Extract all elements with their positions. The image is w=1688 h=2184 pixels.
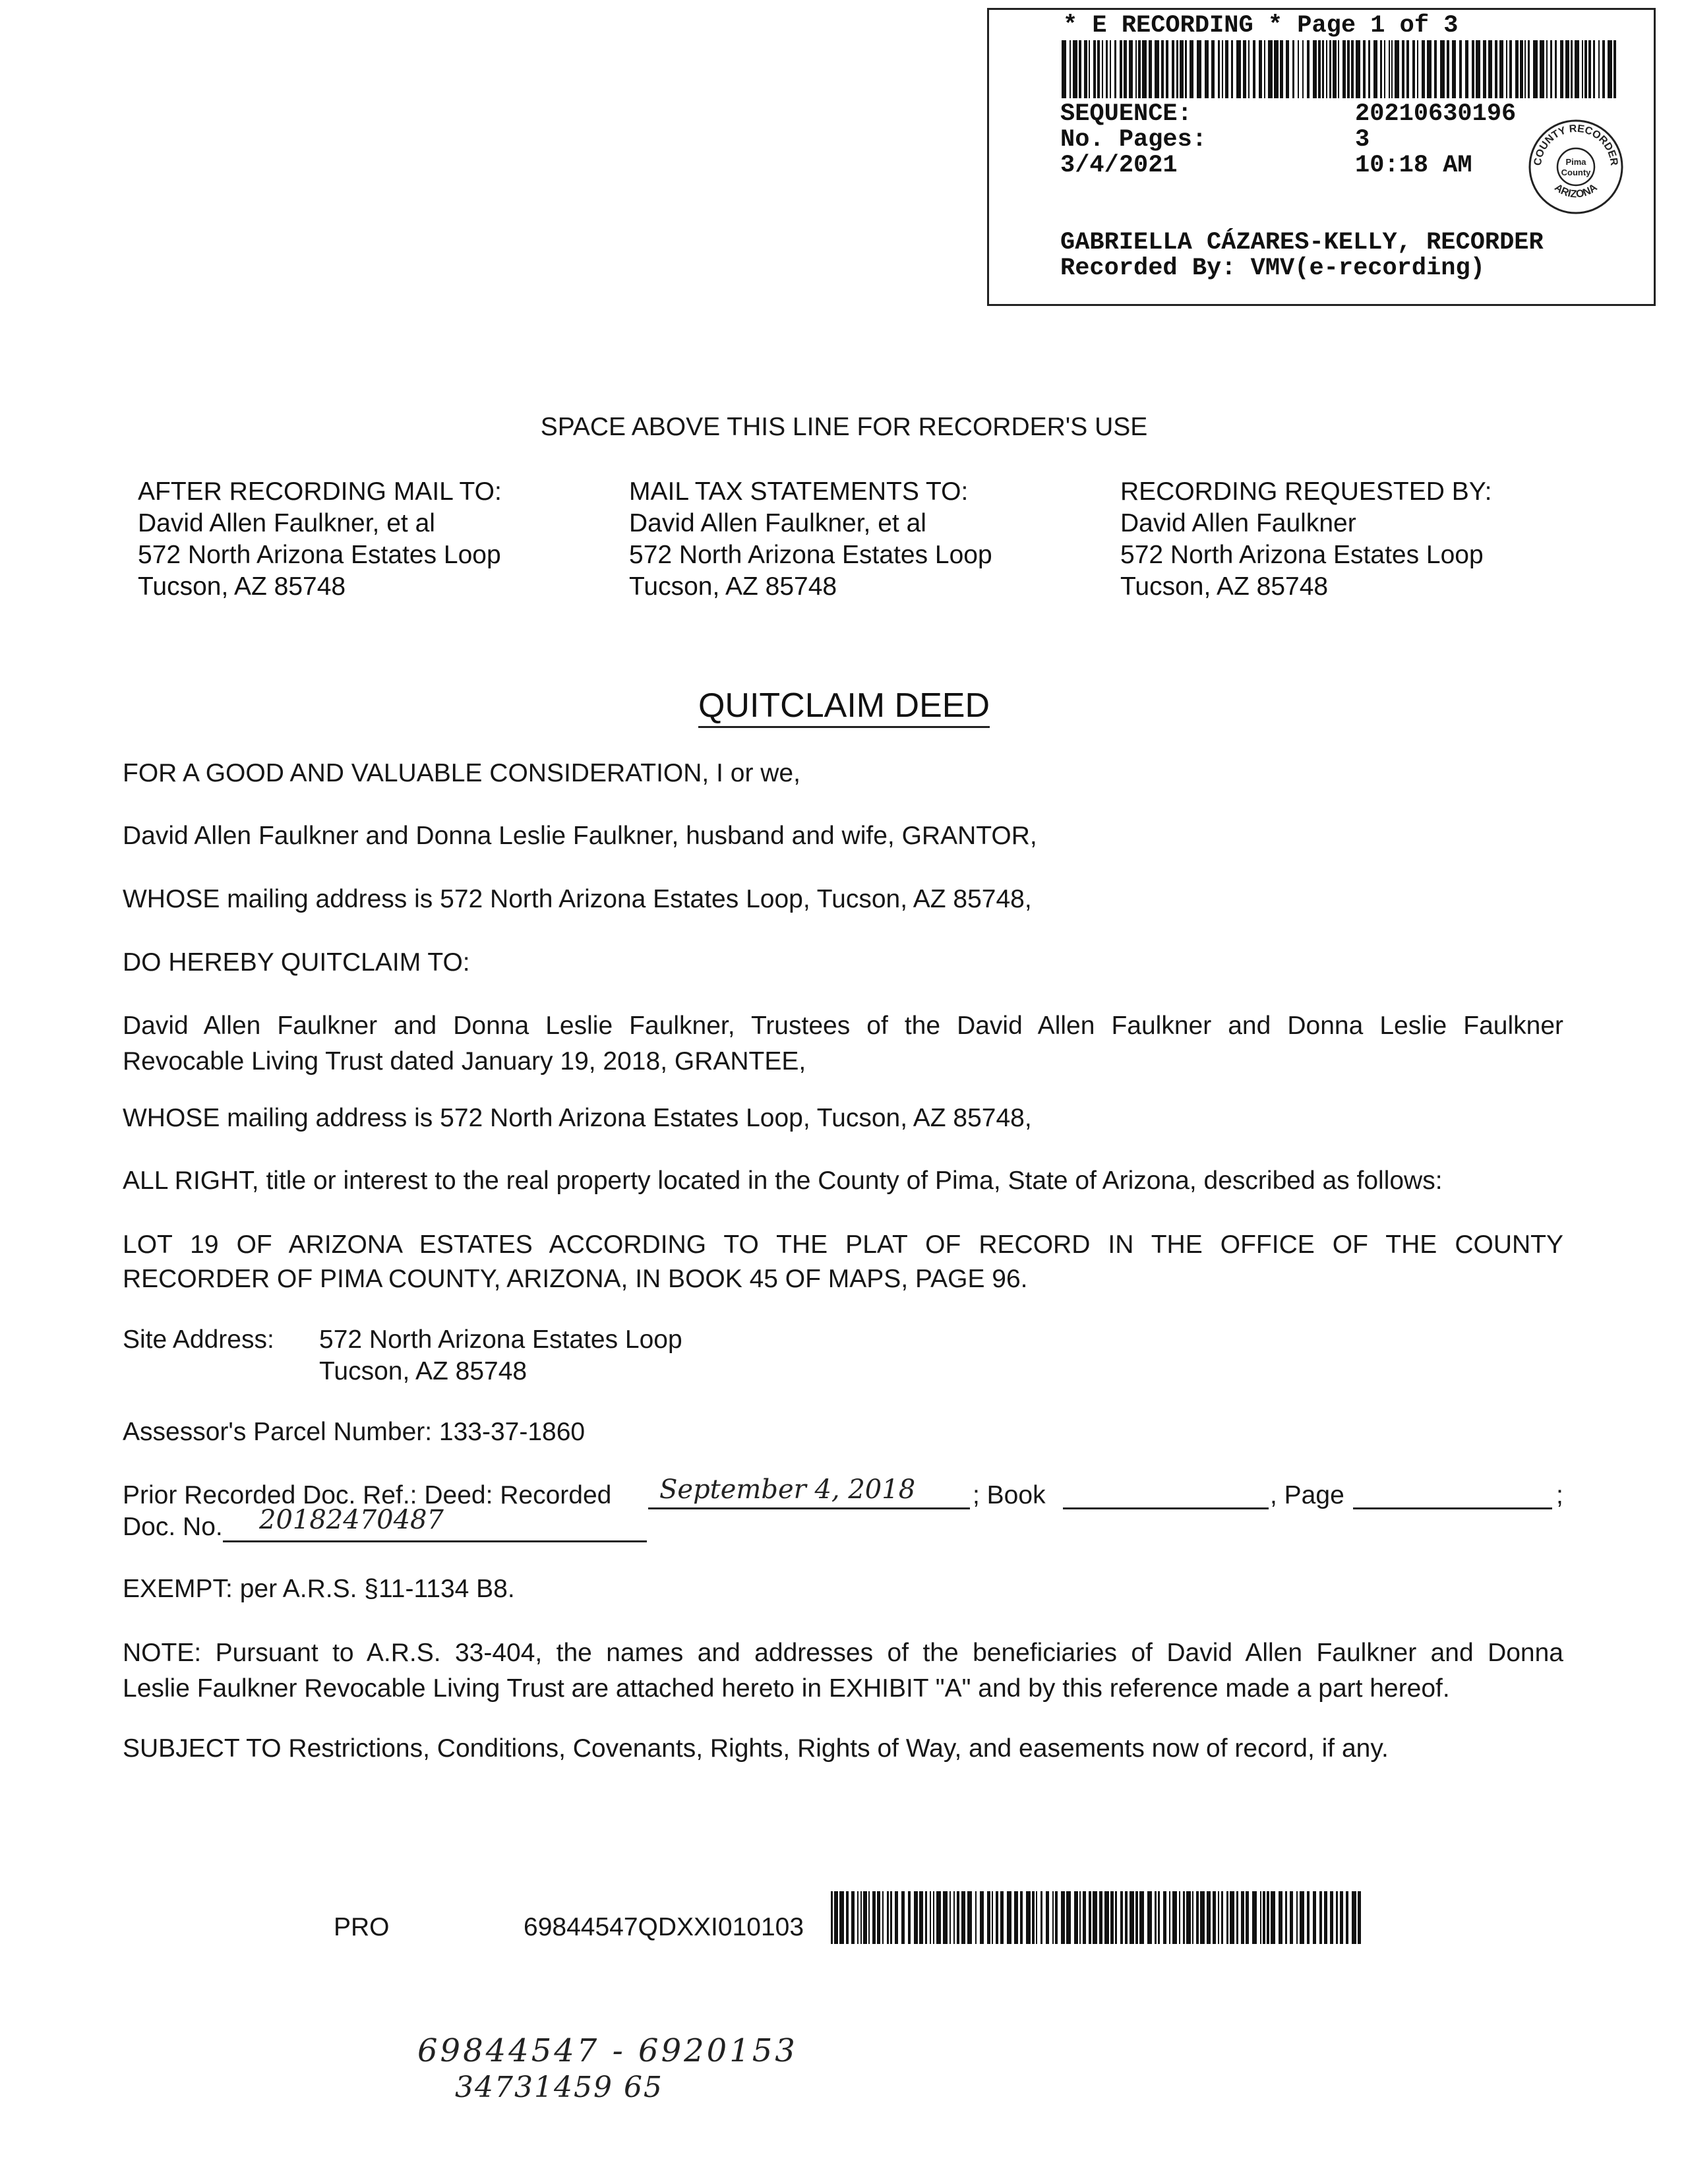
barcode-bar: [1488, 40, 1492, 98]
barcode-bar: [1097, 40, 1100, 98]
barcode-bar: [1093, 40, 1096, 98]
page-label: , Page: [1270, 1481, 1344, 1509]
barcode-bar: [851, 1891, 855, 1944]
barcode-bar: [1221, 1891, 1223, 1944]
barcode-bar: [1120, 40, 1122, 98]
barcode-bar: [1336, 1891, 1338, 1944]
barcode-bar: [1318, 40, 1321, 98]
barcode-bar: [1052, 1891, 1054, 1944]
stamp-barcode: [1062, 40, 1619, 98]
barcode-bar: [1180, 40, 1184, 98]
barcode-bar: [1155, 1891, 1157, 1944]
barcode-bar: [1412, 40, 1415, 98]
barcode-bar: [1192, 1891, 1193, 1944]
barcode-bar: [1546, 40, 1548, 98]
barcode-bar: [834, 1891, 838, 1944]
barcode-bar: [1129, 40, 1133, 98]
address-street: 572 North Arizona Estates Loop: [629, 541, 992, 569]
barcode-bar: [877, 1891, 880, 1944]
barcode-bar: [1166, 40, 1168, 98]
barcode-bar: [1406, 40, 1409, 98]
barcode-bar: [890, 1891, 892, 1944]
barcode-bar: [1452, 40, 1456, 98]
stamp-sequence-label: SEQUENCE:: [1060, 100, 1192, 128]
site-address-label: Site Address:: [123, 1325, 274, 1354]
barcode-bar: [846, 1891, 849, 1944]
barcode-bar: [1225, 40, 1228, 98]
barcode-bar: [1422, 40, 1425, 98]
barcode-bar: [1509, 40, 1512, 98]
legal-description-line-1: LOT 19 OF ARIZONA ESTATES ACCORDING TO THE PLAT OF RECORD IN THE OFFICE OF THE COUNTY: [123, 1230, 1563, 1259]
barcode-bar: [1243, 40, 1246, 98]
barcode-bar: [1130, 1891, 1134, 1944]
barcode-bar: [1106, 40, 1108, 98]
barcode-bar: [1093, 1891, 1097, 1944]
barcode-bar: [1020, 1891, 1023, 1944]
barcode-bar: [1271, 1891, 1275, 1944]
barcode-bar: [1613, 40, 1616, 98]
seal-bottom-text: ARIZONA: [1552, 181, 1600, 200]
assessor-parcel-number: Assessor's Parcel Number: 133-37-1860: [123, 1418, 586, 1446]
barcode-bar: [1099, 1891, 1102, 1944]
barcode-bar: [1483, 40, 1486, 98]
barcode-bar: [857, 1891, 859, 1944]
grantor-address: WHOSE mailing address is 572 North Arizona Estates Loop, Tucson, AZ 85748,: [123, 885, 1032, 913]
address-name: David Allen Faulkner, et al: [629, 509, 926, 537]
barcode-bar: [1447, 40, 1449, 98]
barcode-bar: [1110, 40, 1111, 98]
address-city: Tucson, AZ 85748: [629, 572, 837, 601]
barcode-bar: [1197, 40, 1201, 98]
barcode-bar: [1263, 1891, 1265, 1944]
barcode-bar: [967, 1891, 972, 1944]
barcode-bar: [1427, 40, 1432, 98]
stamp-recorded-by: Recorded By: VMV(e-recording): [1060, 255, 1485, 282]
site-address-line-1: 572 North Arizona Estates Loop: [319, 1325, 682, 1354]
barcode-bar: [1506, 40, 1507, 98]
site-address-line-2: Tucson, AZ 85748: [319, 1357, 528, 1385]
grantee-line-1: David Allen Faulkner and Donna Leslie Faulkner, Trustees of the David Allen Faulkner and Donna Leslie Faulkner: [123, 1012, 1563, 1040]
barcode-bar: [950, 1891, 951, 1944]
barcode-bar: [1340, 1891, 1343, 1944]
barcode-bar: [1380, 40, 1382, 98]
exempt-text: EXEMPT: per A.R.S. §11-1134 B8.: [123, 1575, 515, 1603]
barcode-bar: [1533, 40, 1538, 98]
address-city: Tucson, AZ 85748: [138, 572, 346, 601]
barcode-bar: [1440, 40, 1445, 98]
address-name: David Allen Faulkner: [1120, 509, 1356, 537]
barcode-bar: [1347, 40, 1350, 98]
prior-date-handwritten: September 4, 2018: [659, 1474, 916, 1505]
barcode-bar: [1241, 1891, 1244, 1944]
barcode-bar: [1319, 1891, 1322, 1944]
barcode-bar: [1290, 1891, 1293, 1944]
barcode-bar: [887, 1891, 889, 1944]
barcode-bar: [1598, 40, 1600, 98]
barcode-bar: [1142, 40, 1147, 98]
barcode-bar: [1373, 40, 1377, 98]
barcode-bar: [1346, 1891, 1348, 1944]
barcode-bar: [882, 1891, 884, 1944]
barcode-bar: [831, 1891, 833, 1944]
doc-no-label: Doc. No.: [123, 1513, 223, 1541]
seal-center-2: County: [1561, 167, 1591, 177]
barcode-bar: [1330, 1891, 1333, 1944]
barcode-bar: [953, 1891, 955, 1944]
barcode-bar: [1246, 1891, 1249, 1944]
barcode-bar: [1046, 1891, 1049, 1944]
barcode-bar: [1211, 40, 1215, 98]
barcode-bar: [1218, 1891, 1219, 1944]
barcode-bar: [1472, 40, 1474, 98]
barcode-bar: [992, 1891, 993, 1944]
barcode-bar: [1307, 40, 1310, 98]
barcode-bar: [1169, 1891, 1170, 1944]
barcode-bar: [1089, 1891, 1091, 1944]
address-city: Tucson, AZ 85748: [1120, 572, 1329, 601]
barcode-bar: [1236, 40, 1241, 98]
barcode-bar: [914, 1891, 918, 1944]
footer-barcode-text: 69844547QDXXI010103: [524, 1913, 804, 1941]
stamp-header: * E RECORDING * Page 1 of 3: [1063, 12, 1459, 40]
barcode-bar: [1213, 1891, 1216, 1944]
barcode-bar: [1298, 40, 1299, 98]
stamp-date: 3/4/2021: [1060, 152, 1178, 179]
barcode-bar: [1000, 1891, 1004, 1944]
pro-label: PRO: [334, 1913, 390, 1941]
recorder-stamp: [987, 8, 1656, 306]
stamp-sequence-value: 20210630196: [1355, 100, 1517, 128]
barcode-bar: [1218, 40, 1220, 98]
address-heading: AFTER RECORDING MAIL TO:: [138, 477, 502, 506]
book-blank: [1063, 1474, 1269, 1509]
barcode-bar: [1124, 40, 1127, 98]
barcode-bar: [1205, 40, 1209, 98]
barcode-bar: [1515, 40, 1519, 98]
barcode-bar: [1499, 40, 1503, 98]
barcode-bar: [1389, 40, 1390, 98]
barcode-bar: [1179, 1891, 1180, 1944]
barcode-bar: [957, 1891, 959, 1944]
barcode-bar: [1434, 40, 1437, 98]
barcode-bar: [1061, 1891, 1065, 1944]
barcode-bar: [1356, 40, 1360, 98]
page-blank: [1353, 1474, 1552, 1509]
barcode-bar: [1465, 40, 1468, 98]
barcode-bar: [860, 1891, 862, 1944]
barcode-bar: [1190, 40, 1193, 98]
stamp-recorder: GABRIELLA CÁZARES-KELLY, RECORDER: [1060, 229, 1544, 257]
barcode-bar: [980, 1891, 984, 1944]
barcode-bar: [996, 1891, 998, 1944]
barcode-bar: [1248, 40, 1250, 98]
book-label: ; Book: [973, 1481, 1046, 1509]
barcode-bar: [1329, 40, 1331, 98]
barcode-bar: [1147, 1891, 1152, 1944]
handwritten-note-line-1: 69844547 - 6920153: [417, 2032, 798, 2069]
barcode-bar: [1084, 40, 1087, 98]
all-right-text: ALL RIGHT, title or interest to the real property located in the County of Pima, State of Arizona, described as follows:: [123, 1167, 1443, 1195]
barcode-bar: [1139, 1891, 1144, 1944]
prior-doc-ref-label: Prior Recorded Doc. Ref.: Deed: Recorded: [123, 1481, 612, 1509]
barcode-bar: [1351, 40, 1354, 98]
barcode-bar: [839, 1891, 844, 1944]
barcode-bar: [1083, 1891, 1086, 1944]
barcode-bar: [1286, 40, 1289, 98]
address-heading: RECORDING REQUESTED BY:: [1120, 477, 1492, 506]
barcode-bar: [930, 1891, 931, 1944]
document-title: QUITCLAIM DEED: [698, 686, 990, 728]
address-block-mail-to: [138, 476, 502, 603]
barcode-bar: [1158, 1891, 1160, 1944]
barcode-bar: [1342, 40, 1346, 98]
barcode-bar: [1292, 40, 1294, 98]
barcode-bar: [1074, 1891, 1078, 1944]
barcode-bar: [1207, 1891, 1211, 1944]
barcode-bar: [1259, 40, 1262, 98]
barcode-bar: [1079, 40, 1081, 98]
seal-center-1: Pima: [1565, 157, 1586, 167]
barcode-bar: [1555, 40, 1557, 98]
address-block-tax-statements: [629, 476, 992, 603]
note-line-1: NOTE: Pursuant to A.R.S. 33-404, the names and addresses of the beneficiaries of David Allen Faulkner and Donna: [123, 1639, 1563, 1667]
barcode-bar: [933, 1891, 934, 1944]
barcode-bar: [1135, 1891, 1138, 1944]
barcode-bar: [1200, 1891, 1205, 1944]
stamp-pages-label: No. Pages:: [1060, 126, 1207, 154]
barcode-bar: [1296, 1891, 1298, 1944]
barcode-bar: [1550, 40, 1552, 98]
barcode-bar: [1196, 1891, 1199, 1944]
barcode-bar: [1326, 40, 1327, 98]
barcode-bar: [1268, 40, 1273, 98]
barcode-bar: [1285, 1891, 1287, 1944]
barcode-bar: [1322, 40, 1324, 98]
barcode-bar: [1230, 1891, 1234, 1944]
barcode-bar: [1253, 40, 1255, 98]
barcode-bar: [1172, 40, 1174, 98]
barcode-bar: [1110, 1891, 1114, 1944]
barcode-bar: [1402, 40, 1404, 98]
barcode-bar: [1070, 40, 1071, 98]
barcode-bar: [1300, 1891, 1304, 1944]
barcode-bar: [1185, 40, 1187, 98]
barcode-bar: [1384, 40, 1385, 98]
barcode-bar: [1176, 40, 1178, 98]
barcode-bar: [1073, 40, 1077, 98]
barcode-bar: [1267, 1891, 1269, 1944]
barcode-bar: [1279, 1891, 1282, 1944]
barcode-bar: [1032, 1891, 1035, 1944]
barcode-bar: [1571, 40, 1573, 98]
barcode-bar: [1520, 40, 1523, 98]
barcode-bar: [1338, 40, 1339, 98]
barcode-bar: [1066, 1891, 1071, 1944]
barcode-bar: [1391, 40, 1393, 98]
barcode-bar: [1115, 1891, 1117, 1944]
address-block-requested-by: [1120, 476, 1492, 603]
barcode-bar: [1138, 40, 1141, 98]
barcode-bar: [987, 1891, 990, 1944]
barcode-bar: [1608, 40, 1612, 98]
quitclaim-text: DO HEREBY QUITCLAIM TO:: [123, 948, 470, 977]
barcode-bar: [1602, 40, 1605, 98]
barcode-bar: [1495, 40, 1497, 98]
page-end: ;: [1556, 1481, 1563, 1509]
barcode-bar: [908, 1891, 911, 1944]
grantee-line-2: Revocable Living Trust dated January 19, 2018, GRANTEE,: [123, 1047, 806, 1076]
barcode-bar: [1459, 40, 1462, 98]
barcode-bar: [901, 1891, 905, 1944]
barcode-bar: [1260, 1891, 1261, 1944]
barcode-bar: [1560, 40, 1563, 98]
barcode-bar: [1280, 40, 1283, 98]
barcode-bar: [1114, 40, 1116, 98]
barcode-bar: [936, 1891, 941, 1944]
barcode-bar: [1540, 40, 1544, 98]
barcode-bar: [1476, 40, 1480, 98]
barcode-bar: [961, 1891, 965, 1944]
barcode-bar: [1036, 1891, 1037, 1944]
barcode-bar: [1524, 40, 1526, 98]
barcode-bar: [1575, 40, 1579, 98]
barcode-bar: [1236, 1891, 1238, 1944]
barcode-bar: [1582, 40, 1583, 98]
barcode-bar: [1358, 1891, 1361, 1944]
barcode-bar: [1125, 1891, 1128, 1944]
address-heading: MAIL TAX STATEMENTS TO:: [629, 477, 969, 506]
barcode-bar: [1186, 1891, 1191, 1944]
barcode-bar: [1593, 40, 1595, 98]
barcode-bar: [1135, 40, 1137, 98]
barcode-bar: [919, 1891, 923, 1944]
barcode-bar: [1528, 40, 1530, 98]
barcode-bar: [1274, 40, 1279, 98]
barcode-bar: [1307, 1891, 1310, 1944]
barcode-bar: [1302, 40, 1304, 98]
seal-top-text: COUNTY RECORDER: [1532, 123, 1620, 167]
barcode-bar: [895, 1891, 898, 1944]
barcode-bar: [1313, 1891, 1316, 1944]
address-street: 572 North Arizona Estates Loop: [1120, 541, 1484, 569]
barcode-bar: [1264, 40, 1265, 98]
barcode-bar: [1062, 40, 1066, 98]
space-above-notice: SPACE ABOVE THIS LINE FOR RECORDER'S USE: [540, 413, 1148, 441]
barcode-bar: [872, 1891, 876, 1944]
handwritten-note-line-2: 34731459 65: [455, 2071, 663, 2104]
county-seal: [1526, 117, 1625, 216]
barcode-bar: [1565, 40, 1569, 98]
grantor-text: David Allen Faulkner and Donna Leslie Faulkner, husband and wife, GRANTOR,: [123, 822, 1037, 850]
barcode-bar: [1352, 1891, 1356, 1944]
consideration-text: FOR A GOOD AND VALUABLE CONSIDERATION, I or we,: [123, 759, 800, 787]
barcode-bar: [868, 1891, 870, 1944]
footer-barcode: [831, 1891, 1364, 1944]
barcode-bar: [1226, 1891, 1228, 1944]
barcode-bar: [1313, 40, 1317, 98]
barcode-bar: [1040, 1891, 1042, 1944]
barcode-bar: [1120, 1891, 1123, 1944]
barcode-bar: [1026, 1891, 1031, 1944]
subject-to-text: SUBJECT TO Restrictions, Conditions, Covenants, Rights, Rights of Way, and easements now of record, if any.: [123, 1734, 1389, 1763]
barcode-bar: [1183, 1891, 1185, 1944]
barcode-bar: [1584, 40, 1587, 98]
barcode-bar: [975, 1891, 977, 1944]
barcode-bar: [1149, 40, 1152, 98]
address-name: David Allen Faulkner, et al: [138, 509, 435, 537]
barcode-bar: [1161, 40, 1164, 98]
barcode-bar: [1368, 40, 1370, 98]
barcode-bar: [1079, 1891, 1081, 1944]
barcode-bar: [1014, 1891, 1018, 1944]
barcode-bar: [1007, 1891, 1011, 1944]
barcode-bar: [925, 1891, 927, 1944]
barcode-bar: [1163, 1891, 1166, 1944]
barcode-bar: [1055, 1891, 1058, 1944]
barcode-bar: [1089, 40, 1090, 98]
barcode-bar: [1172, 1891, 1177, 1944]
barcode-bar: [1417, 40, 1418, 98]
stamp-pages-value: 3: [1355, 126, 1370, 154]
barcode-bar: [1155, 40, 1159, 98]
barcode-bar: [1104, 1891, 1109, 1944]
legal-description-line-2: RECORDER OF PIMA COUNTY, ARIZONA, IN BOOK 45 OF MAPS, PAGE 96.: [123, 1265, 1028, 1293]
barcode-bar: [1588, 40, 1591, 98]
barcode-bar: [943, 1891, 948, 1944]
barcode-bar: [1231, 40, 1233, 98]
barcode-bar: [863, 1891, 867, 1944]
barcode-bar: [1102, 40, 1103, 98]
address-street: 572 North Arizona Estates Loop: [138, 541, 501, 569]
barcode-bar: [1324, 1891, 1327, 1944]
grantee-address: WHOSE mailing address is 572 North Arizona Estates Loop, Tucson, AZ 85748,: [123, 1104, 1032, 1132]
barcode-bar: [1333, 40, 1337, 98]
note-line-2: Leslie Faulkner Revocable Living Trust are attached hereto in EXHIBIT "A" and by this reference made a part hereof.: [123, 1674, 1450, 1703]
doc-no-handwritten: 20182470487: [259, 1505, 444, 1535]
barcode-bar: [1222, 40, 1223, 98]
barcode-bar: [1252, 1891, 1257, 1944]
barcode-bar: [1363, 40, 1366, 98]
stamp-time: 10:18 AM: [1355, 152, 1472, 179]
barcode-bar: [1395, 40, 1399, 98]
